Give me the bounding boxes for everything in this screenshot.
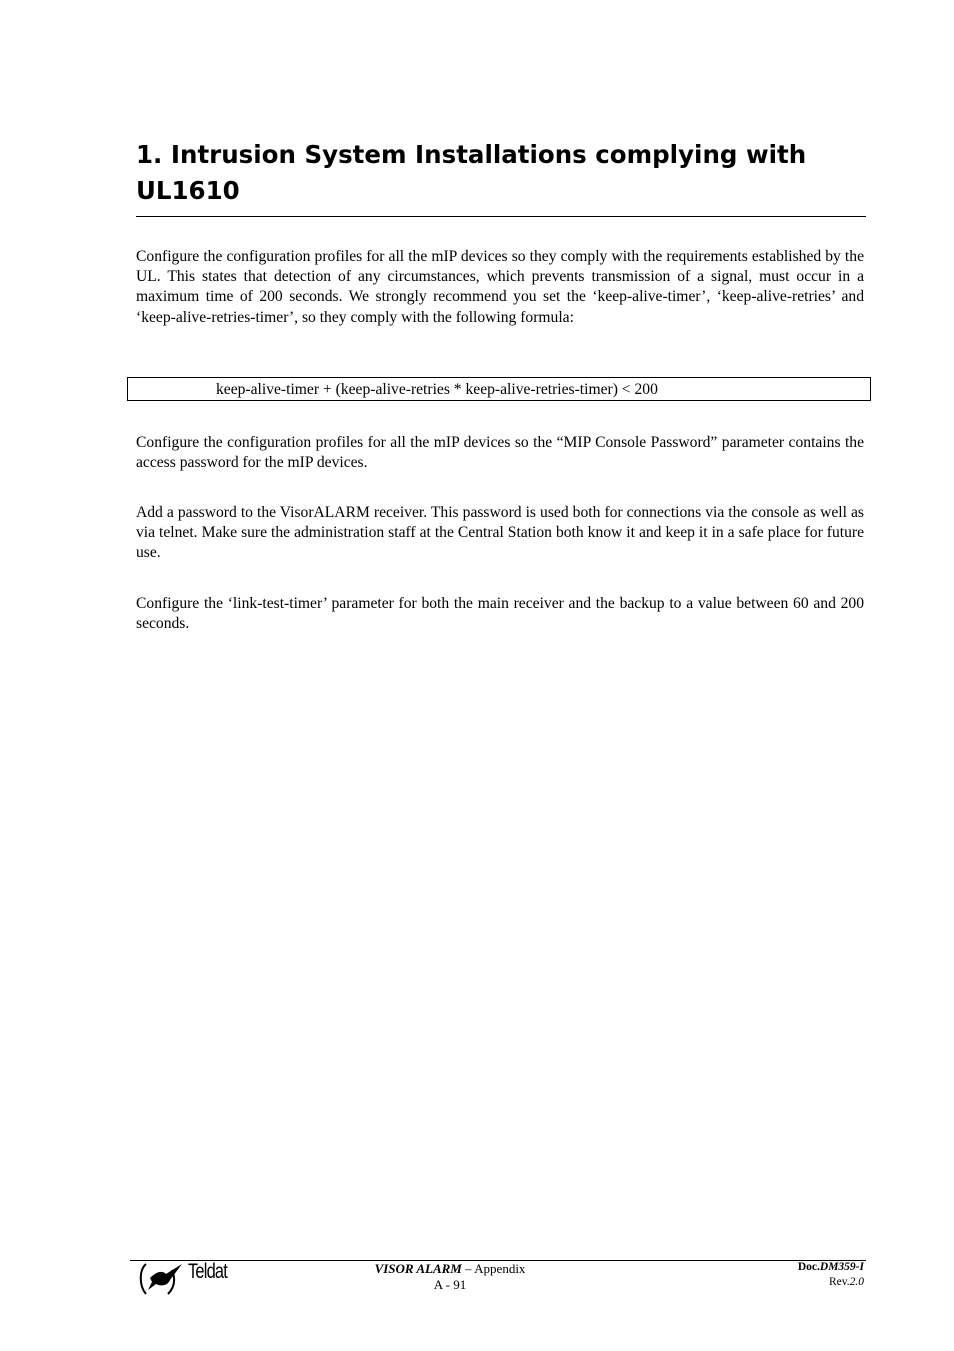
teldat-bird-icon xyxy=(136,1258,188,1298)
logo-text: Teldat xyxy=(188,1260,228,1283)
paragraph-console-password: Configure the configuration profiles for all the mIP devices so the “MIP Console Password” parameter contains the access password for the mIP devices. xyxy=(136,434,864,472)
paragraph-receiver-password: Add a password to the VisorALARM receiver. This password is used both for connections via the console as well as via telnet. Make sure the administration staff at the Central Station both know it and keep it in a safe place for future use. xyxy=(136,504,864,562)
footer-doc-info xyxy=(798,1260,864,1290)
footer-doc-title: VISOR ALARM xyxy=(374,1261,462,1276)
heading-number: 1. xyxy=(136,140,163,169)
footer-doc-section: – Appendix xyxy=(461,1261,526,1276)
heading-underline xyxy=(136,216,866,217)
footer-doc-id: DM359-I xyxy=(819,1261,864,1273)
footer-rev-prefix: Rev. xyxy=(828,1276,850,1288)
footer-rev-value: 2.0 xyxy=(849,1276,864,1288)
footer-page-number: A - 91 xyxy=(433,1277,467,1292)
teldat-logo xyxy=(136,1258,246,1298)
paragraph-ul-requirements: Configure the configuration profiles for all the mIP devices so they comply with the requirements established by the UL. This states that detection of any circumstances, which prevents transmission of a signal, must occur in a maximum time of 200 seconds. We strongly recommend you set the ‘keep-alive-timer’, ‘keep-alive-retries’ and ‘keep-alive-retries-timer’, so they comply with the following formula: xyxy=(136,248,864,326)
page-heading xyxy=(136,137,866,209)
footer-center xyxy=(330,1261,570,1293)
footer-doc-prefix: Doc. xyxy=(797,1261,820,1273)
paragraph-link-test-timer: Configure the ‘link-test-timer’ parameter for both the main receiver and the backup to a value between 60 and 200 seconds. xyxy=(136,595,864,633)
formula-text: keep-alive-timer + (keep-alive-retries * keep-alive-retries-timer) < 200 xyxy=(216,381,658,398)
heading-title: Intrusion System Installations complying with UL1610 xyxy=(136,140,807,205)
formula-box xyxy=(127,377,871,401)
